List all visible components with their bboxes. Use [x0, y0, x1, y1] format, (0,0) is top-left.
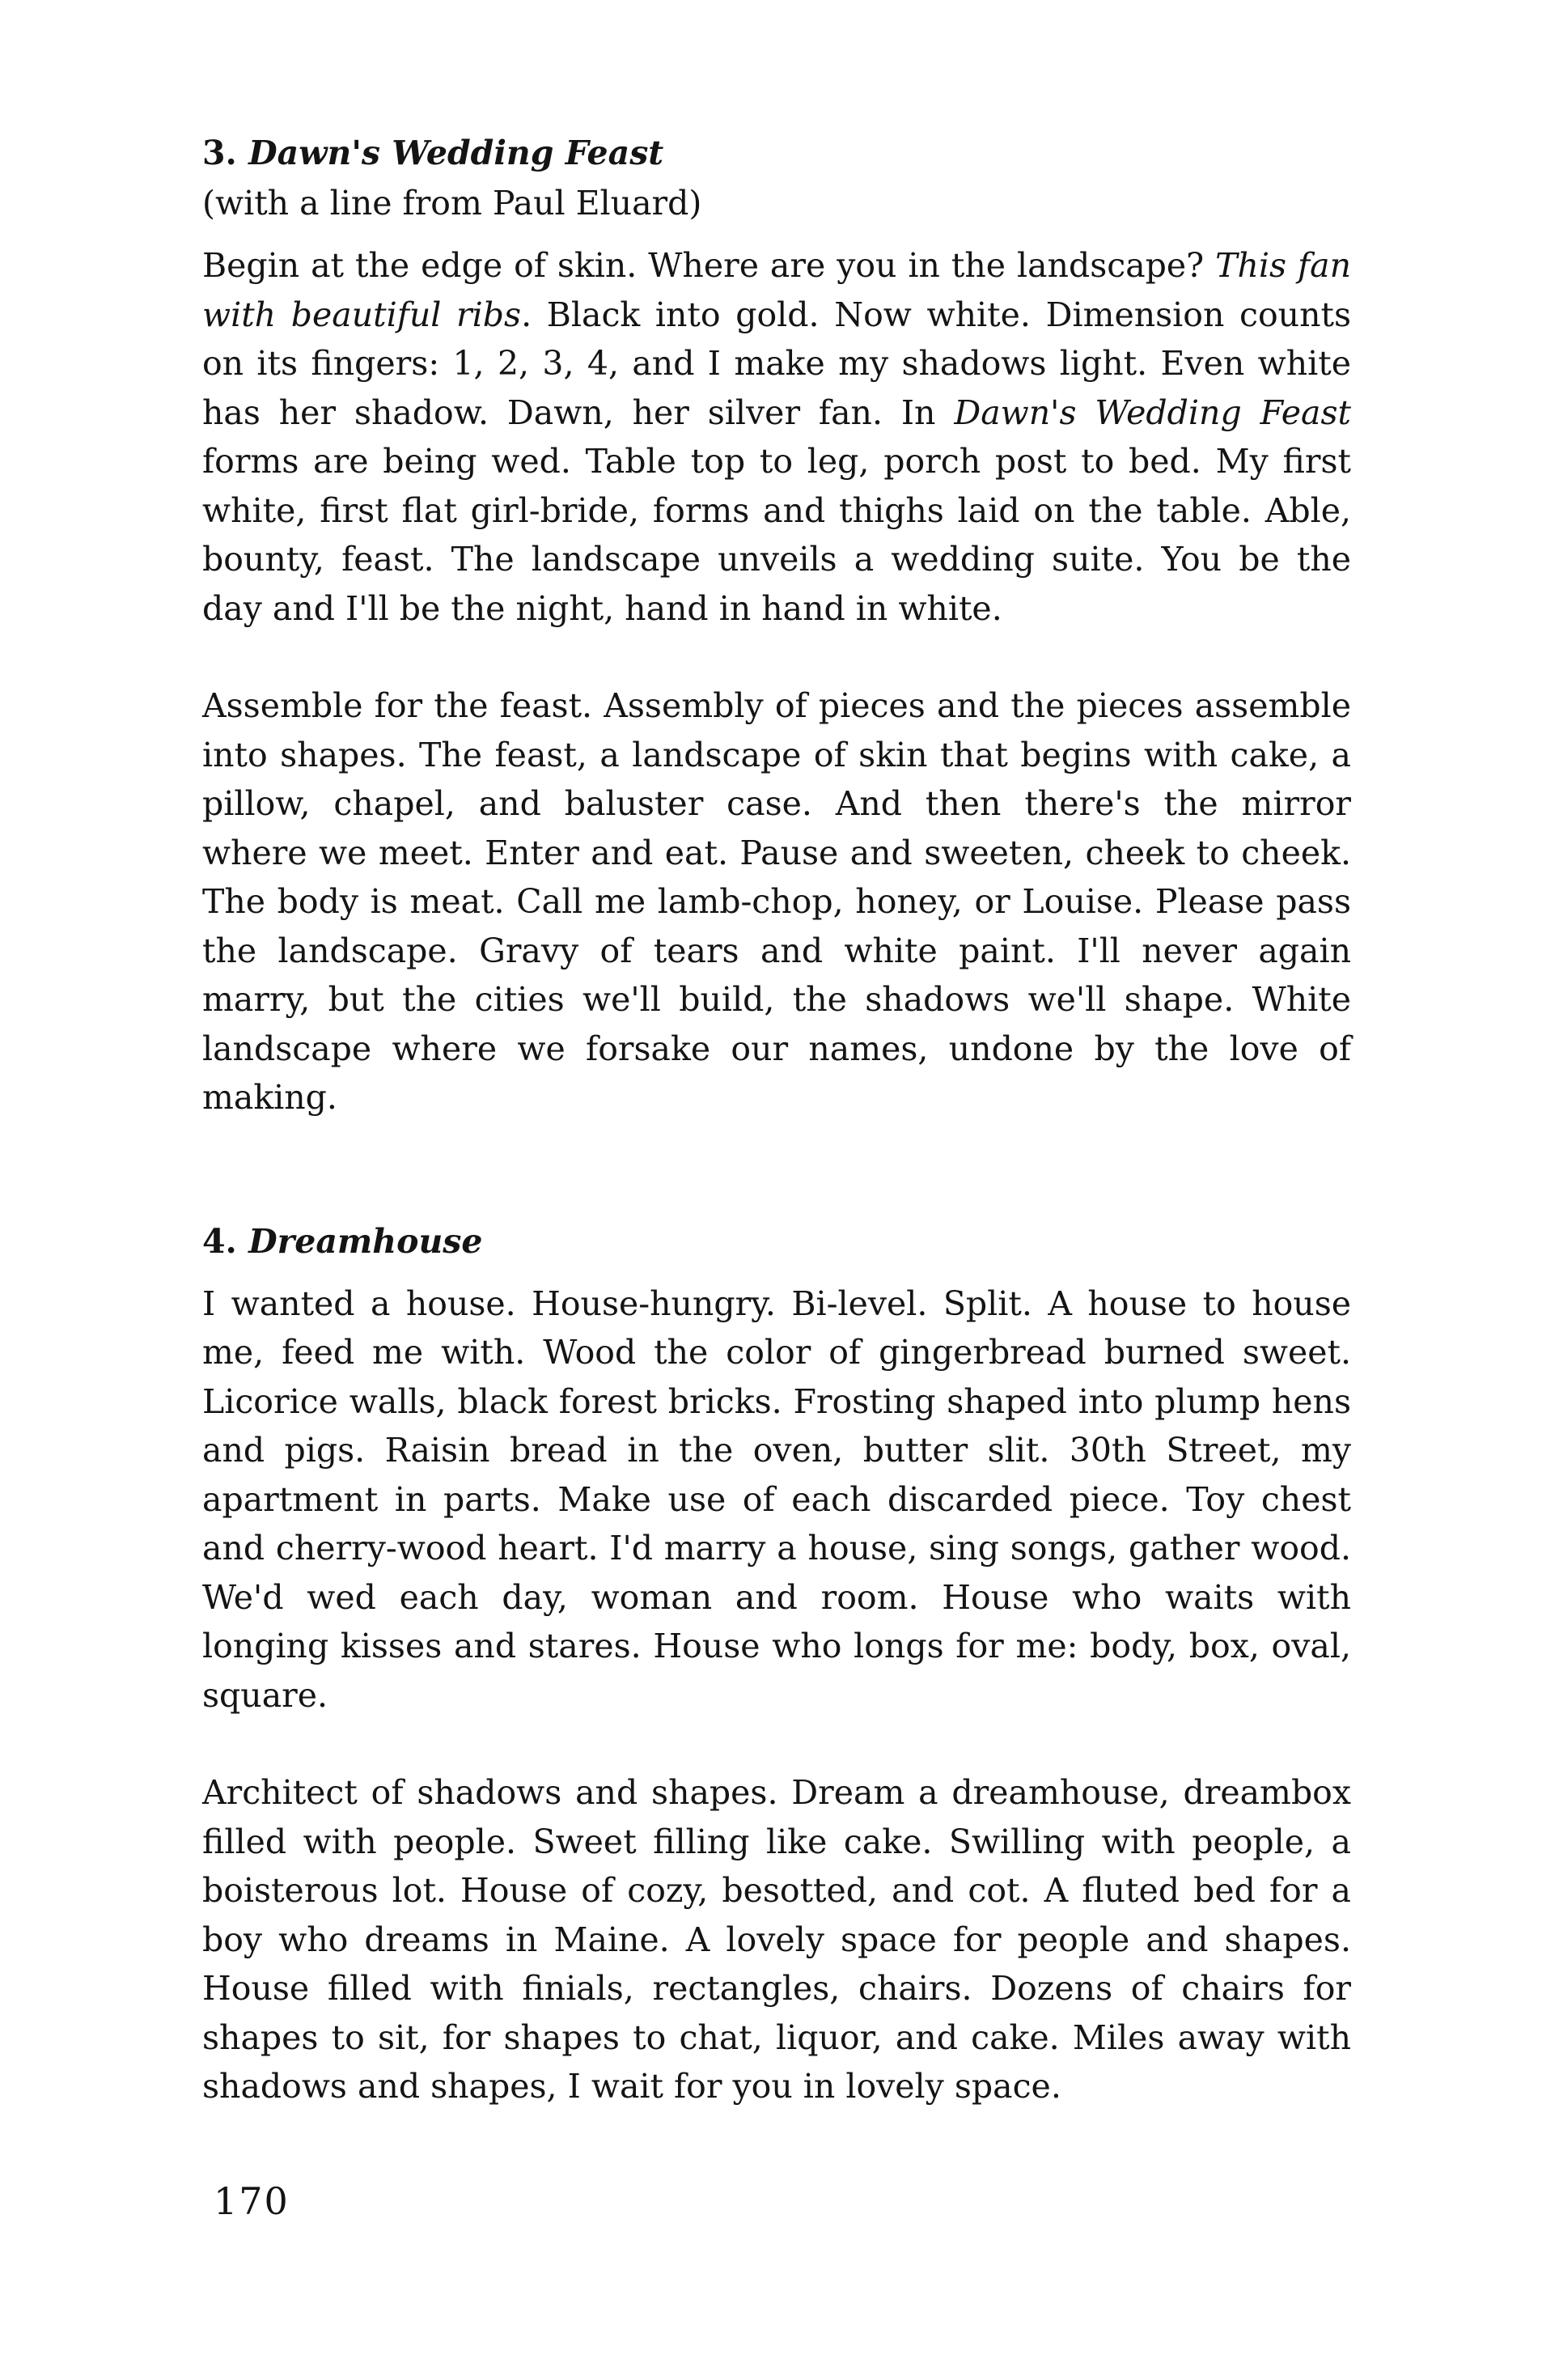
- section-dawns-wedding-feast: [202, 129, 1351, 1122]
- section-title: Dreamhouse: [248, 1221, 483, 1261]
- section-subtitle: (with a line from Paul Eluard): [202, 184, 702, 223]
- paragraph: Architect of shadows and shapes. Dream a dreamhouse, dreambox filled with people. Sweet filling like cake. Swilling with people, a boisterous lot. House of cozy, besotted, and cot. A fluted bed for a boy who dreams in Maine. A lovely space for people and shapes. House filled with finials, rectangles, chairs. Dozens of chairs for shapes to sit, for shapes to chat, liquor, and cake. Miles away with shadows and shapes, I wait for you in lovely space.: [202, 1773, 1351, 2106]
- paragraph: Assemble for the feast. Assembly of pieces and the pieces assemble into shapes. The feast, a landscape of skin that begins with cake, a pillow, chapel, and baluster case. And then there's the mirror where we meet. Enter and eat. Pause and sweeten, cheek to cheek. The body is meat. Call me lamb-chop, honey, or Louise. Please pass the landscape. Gravy of tears and white paint. I'll never again marry, but the cities we'll build, the shadows we'll shape. White landscape where we forsake our names, undone by the love of making.: [202, 686, 1351, 1117]
- section-dreamhouse: [202, 1218, 1351, 2111]
- section-heading: [202, 129, 1351, 176]
- paragraph-text: . Black into gold. Now white. Dimension counts on its fingers: 1, 2, 3, 4, and I make my shadows light. Even white has her shadow. Dawn, her silver fan. In: [202, 295, 1352, 432]
- italic-phrase: This fan with beautiful ribs: [202, 246, 1351, 334]
- italic-title-reference: Dawn's Wedding Feast: [954, 392, 1351, 432]
- text-column: [202, 129, 1351, 2111]
- paragraph-text: forms are being wed. Table top to leg, porch post to bed. My first white, first flat girl-bride, forms and thighs laid on the table. Able, bounty, feast. The landscape unveils a wedding suite. You be the day and I'll be the night, hand in hand in white.: [202, 442, 1351, 628]
- section-number: 3.: [202, 134, 237, 172]
- section-heading: [202, 1218, 1351, 1265]
- section-number: 4.: [202, 1221, 237, 1261]
- page-number: 170: [214, 2179, 290, 2223]
- paragraph-text: Begin at the edge of skin. Where are you in the landscape?: [202, 246, 1216, 285]
- paragraph: I wanted a house. House-hungry. Bi-level. Split. A house to house me, feed me with. Wood the color of gingerbread burned sweet. Licorice walls, black forest bricks. Frosting shaped into plump hens and pigs. Raisin bread in the oven, butter slit. 30th Street, my apartment in parts. Make use of each discarded piece. Toy chest and cherry-wood heart. I'd marry a house, sing songs, gather wood. We'd wed each day, woman and room. House who waits with longing kisses and stares. House who longs for me: body, box, oval, square.: [202, 1283, 1351, 1715]
- paragraph: [202, 241, 1351, 633]
- section-title: Dawn's Wedding Feast: [248, 134, 664, 172]
